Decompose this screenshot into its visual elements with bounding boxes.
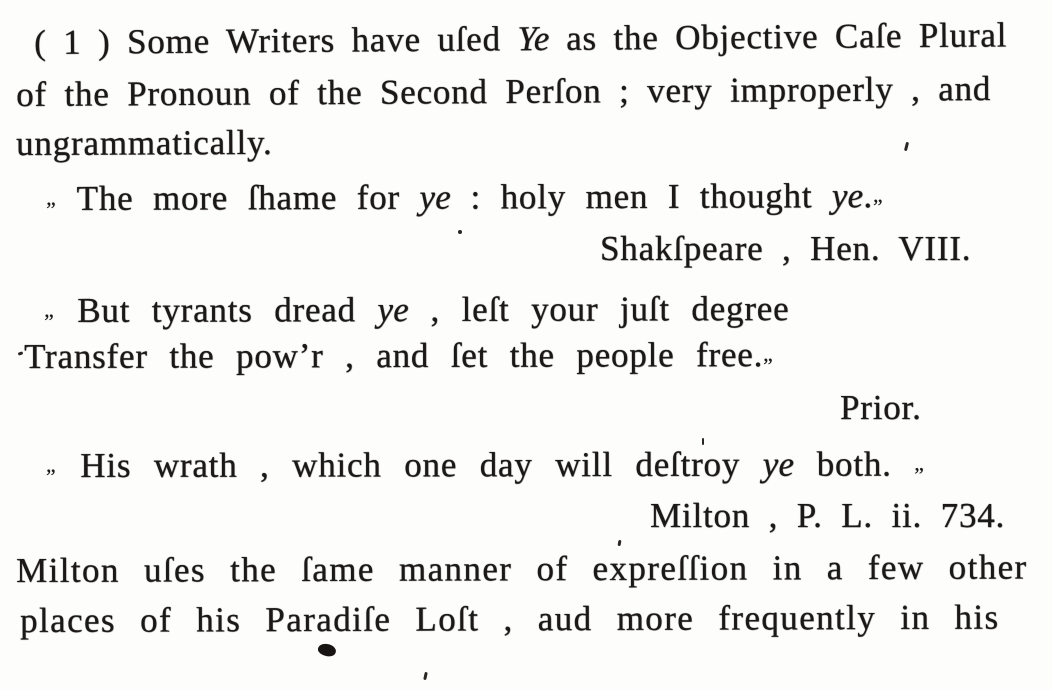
footnote-closing-line-1 [16,547,1028,591]
ink-speck [702,438,704,445]
quotation-prior-line-2 [24,335,775,377]
footnote-intro-line-3 [16,123,273,164]
quotation-mark: „ [914,451,926,476]
quotation-mark: „ [46,185,58,210]
italic-word: ye [377,290,409,330]
text-run: But tyrants dread [55,290,378,330]
ink-speck [904,142,909,151]
footnote-closing-line-2 [20,598,1000,642]
quotation-mark: „ [46,452,58,477]
text-run: Milton uſes the ſame manner of expreſſion in a few other [16,547,1028,590]
ink-speck [458,230,462,234]
text-run: ( 1 ) Some Writers have uſed [34,19,518,62]
text-run: ungrammatically. [16,122,273,163]
attribution-shakespeare [600,229,971,269]
text-run: , leſt your juſt degree [408,289,790,330]
footnote-intro-line-2 [16,69,991,115]
attribution-milton [650,496,1005,536]
attribution-prior [840,388,922,428]
footnote-intro-line-1 [34,15,1007,63]
quotation-shakespeare [46,176,885,219]
italic-word: Ye [517,18,550,59]
ink-speck [18,351,24,356]
text-run: Milton , P. L. ii. 734. [650,496,1006,535]
text-run: The more ſhame for [57,177,420,218]
quotation-mark: „ [763,341,775,366]
ink-speck [618,540,622,546]
text-run: Shakſpeare , Hen. VIII. [600,229,972,268]
text-run: both. [794,444,915,484]
text-run: of the Pronoun of the Second Perſon ; very improperly , and [16,69,992,114]
text-run: His wrath , which one day will deſtroy [57,444,763,485]
quotation-milton [46,444,926,486]
text-run: places of his Paradiſe Loſt , aud more frequently in his [20,597,1000,640]
quotation-prior-line-1 [44,289,789,331]
text-run: Transfer the pow’r , and ſet the people free. [24,335,764,376]
text-run: as the Objective Caſe Plural [549,15,1008,58]
text-run: : holy men I thought [450,176,832,217]
italic-word: ye [831,176,864,216]
quotation-mark: „ [44,297,56,322]
italic-word: ye [419,177,452,217]
italic-word: ye [762,444,795,484]
text-run: Prior. [840,388,922,427]
ink-speck [423,672,428,680]
ink-blot [317,642,338,659]
text-run: . [863,176,874,216]
quotation-mark: „ [872,182,885,207]
